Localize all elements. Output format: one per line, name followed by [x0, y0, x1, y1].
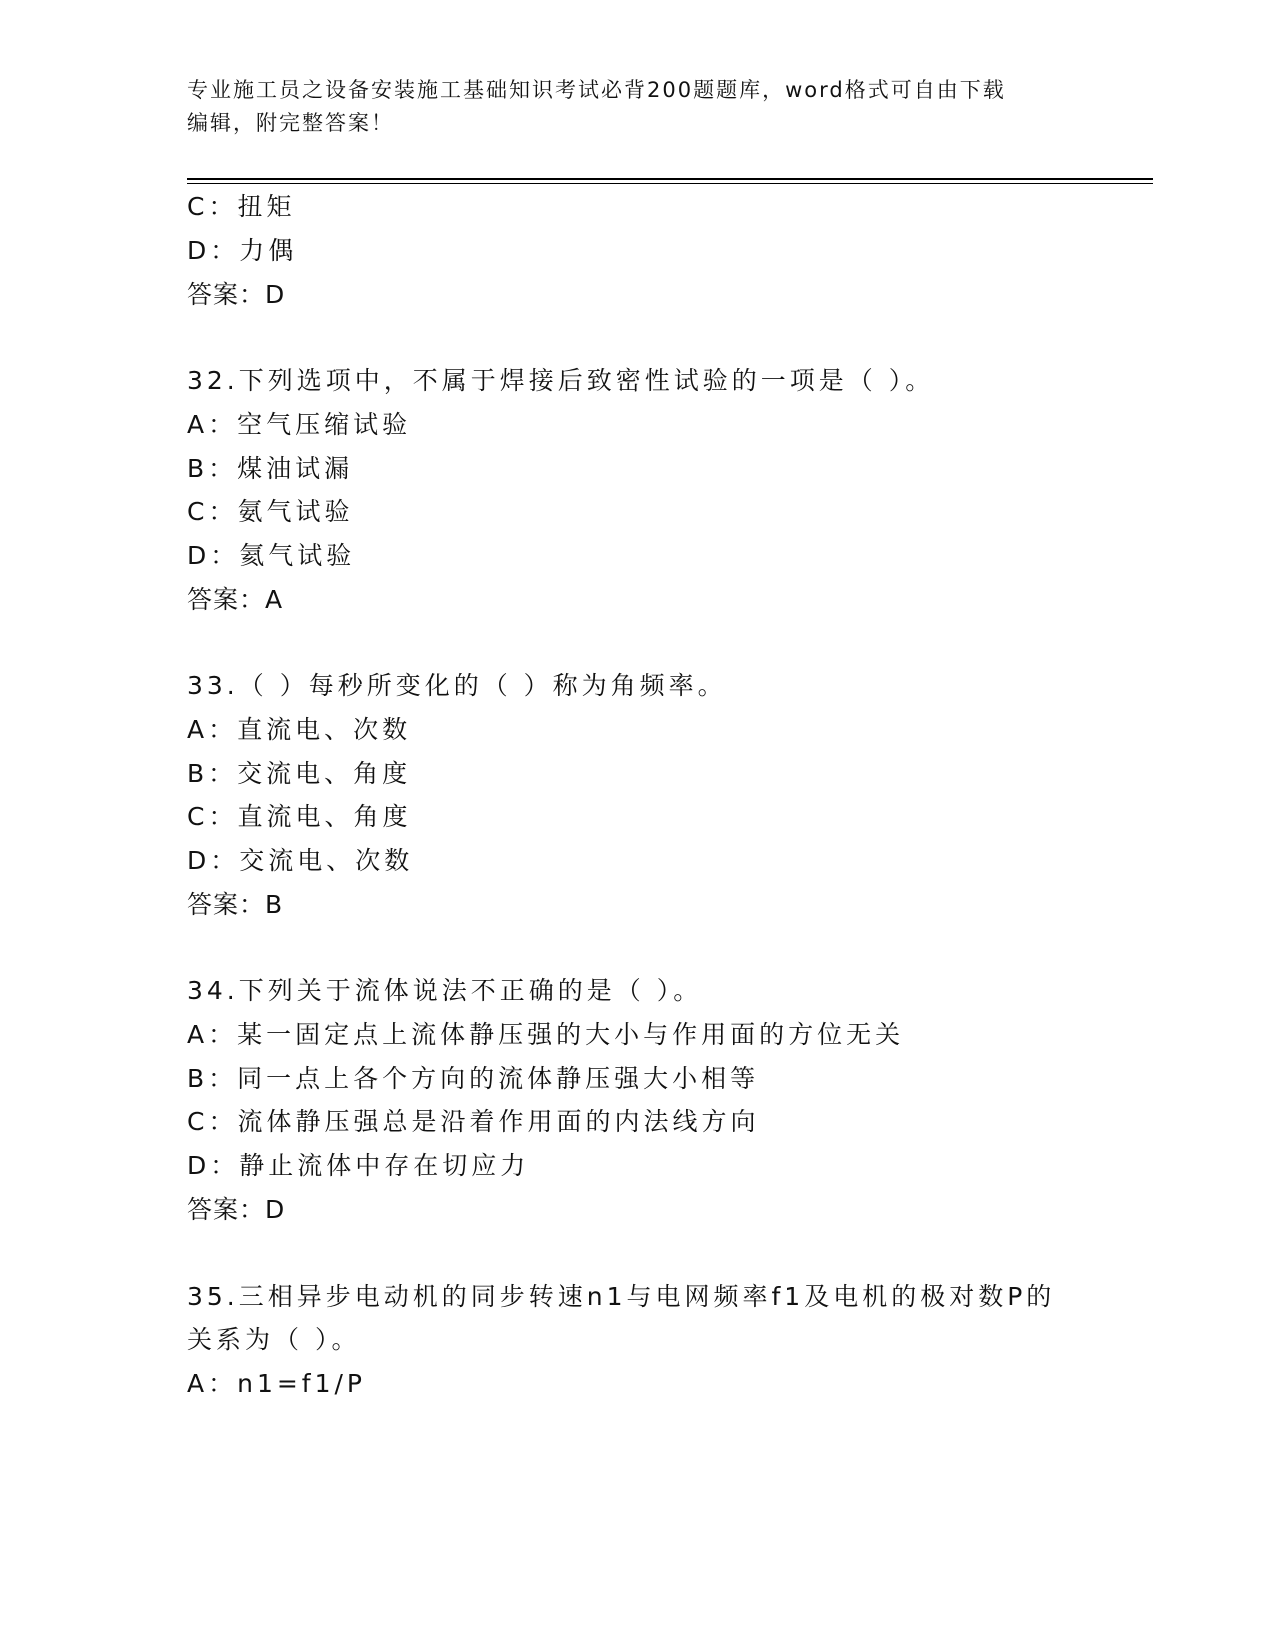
question-stem: 34.下列关于流体说法不正确的是（ ）。	[187, 976, 703, 1005]
page-header	[187, 74, 1087, 140]
option-d: D：力偶	[187, 236, 298, 265]
option-b: B：交流电、角度	[187, 759, 412, 788]
question-stem: 35.三相异步电动机的同步转速n1与电网频率f1及电机的极对数P的	[187, 1282, 1056, 1311]
question-stem: 33.（ ）每秒所变化的（ ）称为角频率。	[187, 671, 727, 700]
option-d: D：交流电、次数	[187, 846, 414, 875]
answer-line: 答案：A	[187, 585, 284, 614]
question-stem-continued: 关系为（ ）。	[187, 1325, 361, 1354]
option-a: A：直流电、次数	[187, 715, 412, 744]
header-line-1: 专业施工员之设备安装施工基础知识考试必背200题题库，word格式可自由下载	[187, 78, 1006, 102]
option-c: C：直流电、角度	[187, 802, 412, 831]
option-c: C：氨气试验	[187, 497, 354, 526]
option-b: B：煤油试漏	[187, 454, 354, 483]
option-a: A：某一固定点上流体静压强的大小与作用面的方位无关	[187, 1020, 905, 1049]
header-line-2: 编辑，附完整答案！	[187, 111, 394, 135]
option-c: C：流体静压强总是沿着作用面的内法线方向	[187, 1107, 760, 1136]
option-d: D：氦气试验	[187, 541, 356, 570]
option-b: B：同一点上各个方向的流体静压强大小相等	[187, 1064, 760, 1093]
option-c: C：扭矩	[187, 192, 296, 221]
question-stem: 32.下列选项中，不属于焊接后致密性试验的一项是（ ）。	[187, 366, 935, 395]
header-rule-thin	[187, 183, 1153, 184]
answer-line: 答案：B	[187, 890, 284, 919]
option-d: D：静止流体中存在切应力	[187, 1151, 530, 1180]
option-a: A：空气压缩试验	[187, 410, 412, 439]
option-a: A：n1=f1/P	[187, 1369, 367, 1398]
header-rule-thick	[187, 178, 1153, 180]
answer-line: 答案：D	[187, 280, 286, 309]
answer-line: 答案：D	[187, 1195, 286, 1224]
